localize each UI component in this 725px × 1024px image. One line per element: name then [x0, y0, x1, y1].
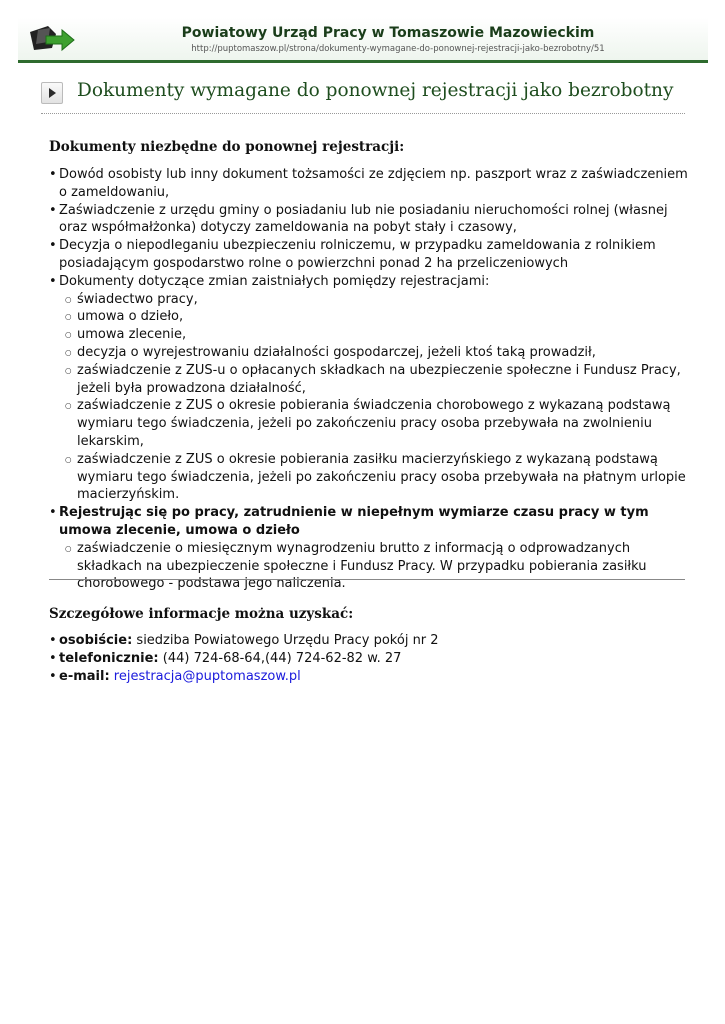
title-arrow-icon	[41, 82, 63, 104]
email-link[interactable]: rejestracja@puptomaszow.pl	[113, 668, 301, 684]
sublist-item: ○ świadectwo pracy,	[59, 291, 689, 309]
contact-value: (44) 724-68-64,(44) 724-62-82 w. 27	[162, 650, 402, 666]
sublist-item: ○ umowa o dzieło,	[59, 308, 689, 326]
contact-list	[49, 632, 689, 685]
list-item: • Decyzja o niepodleganiu ubezpieczeniu rolniczemu, w przypadku zameldowania z rolnikiem posiadającym gospodarstwo rolne o powierzchni ponad 2 ha przeliczeniowych	[49, 237, 689, 273]
contact-item-phone	[49, 650, 689, 668]
sublist-item: ○ zaświadczenie z ZUS o okresie pobierania świadczenia chorobowego z wykazaną podstawą wymiaru tego świadczenia, jeżeli po zakończeniu pracy osoba przebywała na zwolnieniu lekarskim,	[59, 397, 689, 450]
list-item-label: Dokumenty dotyczące zmian zaistniałych pomiędzy rejestracjami:	[59, 273, 490, 289]
site-header	[18, 18, 708, 63]
list-item-changes	[49, 273, 689, 504]
part-time-sublist	[59, 540, 689, 593]
section-heading-info: Szczegółowe informacje można uzyskać:	[49, 606, 354, 622]
page-title: Dokumenty wymagane do ponownej rejestracji jako bezrobotny	[77, 80, 674, 101]
contact-item-in-person	[49, 632, 689, 650]
list-item-label: Rejestrując się po pracy, zatrudnienie w niepełnym wymiarze czasu pracy w tym umowa zlecenie, umowa o dzieło	[59, 505, 649, 538]
contact-label: osobiście:	[59, 633, 133, 648]
list-item: • Zaświadczenie z urzędu gminy o posiadaniu lub nie posiadaniu nieruchomości rolnej (własnej oraz współmałżonka) dotyczy zameldowania na pobyt stały i czasowy,	[49, 202, 689, 238]
sublist-item: ○ decyzja o wyrejestrowaniu działalności gospodarczej, jeżeli ktoś taką prowadził,	[59, 344, 689, 362]
page-url: http://puptomaszow.pl/strona/dokumenty-wymagane-do-ponownej-rejestracji-jako-bezrobotny/51	[191, 44, 605, 54]
contact-value: siedziba Powiatowego Urzędu Pracy pokój nr 2	[136, 633, 439, 648]
contact-label: e-mail:	[59, 668, 110, 684]
sublist-item: ○ umowa zlecenie,	[59, 326, 689, 344]
section-heading-documents: Dokumenty niezbędne do ponownej rejestracji:	[49, 139, 405, 155]
site-title: Powiatowy Urząd Pracy w Tomaszowie Mazowieckim	[181, 25, 595, 41]
sublist-item: ○ zaświadczenie o miesięcznym wynagrodzeniu brutto z informacją o odprowadzanych składkach na ubezpieczenie społeczne i Fundusz Pracy. W przypadku pobierania zasiłku chorobowego - podstawa jego naliczenia.	[59, 540, 689, 593]
title-divider	[41, 113, 685, 114]
sublist-item: ○ zaświadczenie z ZUS o okresie pobierania zasiłku macierzyńskiego z wykazaną podstawą wymiaru tego świadczenia, jeżeli po zakończeniu pracy osoba przebywała na płatnym urlopie macierzyńskim.	[59, 451, 689, 504]
sublist-item: ○ zaświadczenie z ZUS-u o opłacanych składkach na ubezpieczenie społeczne i Fundusz Pracy, jeżeli była prowadzona działalność,	[59, 362, 689, 398]
section-divider	[49, 579, 685, 580]
documents-list	[49, 166, 689, 593]
contact-label: telefonicznie:	[59, 650, 159, 666]
contact-item-email	[49, 668, 689, 686]
list-item: • Dowód osobisty lub inny dokument tożsamości ze zdjęciem np. paszport wraz z zaświadczeniem o zameldowaniu,	[49, 166, 689, 202]
changes-sublist	[59, 291, 689, 505]
